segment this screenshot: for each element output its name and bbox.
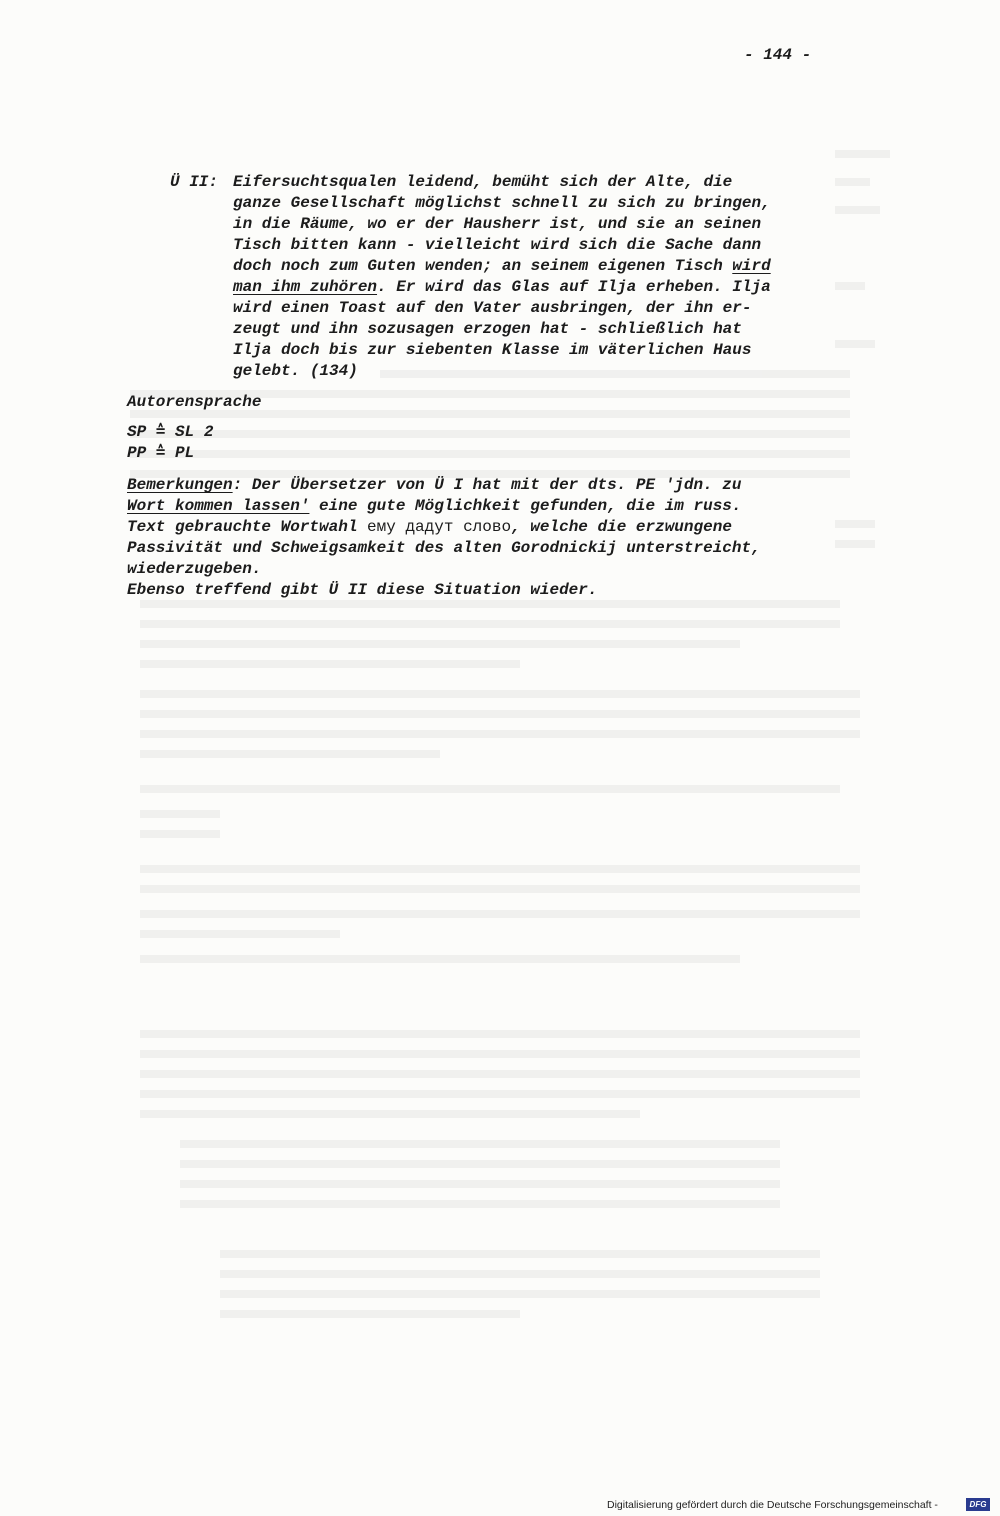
remarks-line: wiederzugeben.: [127, 560, 262, 578]
author-language-sp: SP ≙ SL 2: [127, 423, 214, 441]
translation-line: gelebt. (134): [233, 362, 358, 380]
page-number: - 144 -: [744, 46, 812, 64]
translation-line: Ilja doch bis zur siebenten Klasse im väterlichen Haus: [233, 341, 752, 359]
russian-phrase: ему дадут слово: [367, 518, 512, 536]
remarks-line: Passivität und Schweigsamkeit des alten Gorodnickij unterstreicht,: [127, 539, 761, 557]
translation-line: [233, 256, 771, 277]
remarks-text: eine gute Möglichkeit gefunden, die im russ.: [309, 497, 742, 515]
translation-line: wird einen Toast auf den Vater ausbringen, der ihn er-: [233, 299, 752, 317]
underlined-phrase: Wort kommen lassen': [127, 497, 310, 515]
translation-line: zeugt und ihn sozusagen erzogen hat - schließlich hat: [233, 320, 742, 338]
translation-line: Tisch bitten kann - vielleicht wird sich die Sache dann: [233, 236, 762, 254]
remarks-line: [127, 517, 732, 538]
remarks-line: [127, 475, 742, 496]
translation-line-text: . Er wird das Glas auf Ilja erheben. Ilja: [377, 278, 771, 296]
author-language-heading: Autorensprache: [127, 393, 262, 411]
remarks-label: Bemerkungen: [127, 476, 233, 494]
underlined-phrase: wird: [732, 257, 771, 275]
translation-line: Eifersuchtsqualen leidend, bemüht sich der Alte, die: [233, 173, 733, 191]
remarks-text: Text gebrauchte Wortwahl: [127, 518, 368, 536]
remarks-line: Ebenso treffend gibt Ü II diese Situation wieder.: [127, 581, 598, 599]
remarks-text: : Der Übersetzer von Ü I hat mit der dts. PE 'jdn. zu: [232, 476, 742, 494]
translation-line: [233, 277, 771, 298]
translation-line: ganze Gesellschaft möglichst schnell zu sich zu bringen,: [233, 194, 771, 212]
remarks-text: , welche die erzwungene: [511, 518, 732, 536]
translation-line: in die Räume, wo er der Hausherr ist, und sie an seinen: [233, 215, 762, 233]
dfg-logo: DFG: [966, 1498, 990, 1511]
remarks-line: [127, 496, 742, 517]
author-language-pp: PP ≙ PL: [127, 444, 195, 462]
digitization-footer: Digitalisierung gefördert durch die Deutsche Forschungsgemeinschaft -: [607, 1499, 938, 1511]
translation-line-text: doch noch zum Guten wenden; an seinem eigenen Tisch: [233, 257, 733, 275]
translation-label: Ü II:: [170, 173, 219, 191]
underlined-phrase: man ihm zuhören: [233, 278, 378, 296]
